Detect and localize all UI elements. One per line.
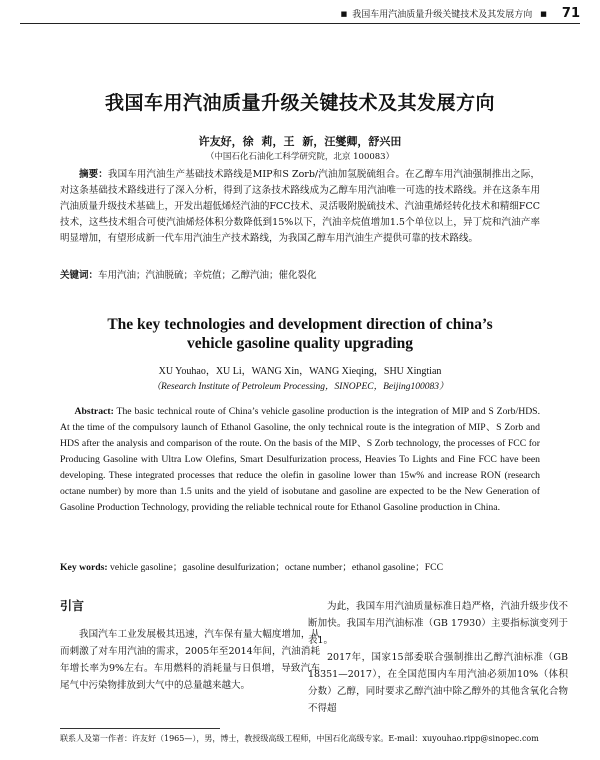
keywords-cn-label: 关键词：	[60, 270, 99, 281]
abstract-cn-text: 我国车用汽油生产基础技术路线是MIP和S Zorb/汽油加氢脱硫组合。在乙醇车用汽油强制推出之际，对这条基础技术路线进行了深入分析，得到了这条技术路线成为乙醇车用汽油唯一可选的技术路线。并在这条车用汽油质量升级技术基础上，开发出超低烯烃汽油的FCC技术、灵活吸附脱硫技术、汽油重烯烃转化技术和精细FCC技术，这些技术组合可使汽油烯烃体积分数降低到15%以下，汽油辛烷值增加1.5个单位以上，异丁烷和汽油产率明显增加，有望形成新一代车用汽油生产技术路线，为我国乙醇车用汽油生产提供可靠的技术路线。	[60, 169, 540, 244]
running-title: 我国车用汽油质量升级关键技术及其发展方向	[352, 10, 533, 20]
keywords-chinese	[60, 268, 540, 284]
title-en-line2: vehicle gasoline quality upgrading	[186, 335, 414, 352]
running-header	[20, 4, 580, 24]
abstract-en-label: Abstract:	[74, 406, 114, 417]
keywords-cn-text: 车用汽油；汽油脱硫；辛烷值；乙醇汽油；催化裂化	[98, 270, 317, 281]
affiliation-chinese: （中国石化石油化工科学研究院，北京 100083）	[205, 152, 395, 162]
footnote-divider	[60, 728, 220, 729]
header-bullet: ■	[340, 9, 348, 18]
footnote-author-contact: 联系人及第一作者：许友好（1965—），男，博士，教授级高级工程师，中国石化高级专家。E-mail：xuyouhao.ripp@sinopec.com	[60, 734, 539, 743]
intro-paragraph-right-2: 2017年，国家15部委联合强制推出乙醇汽油标准（GB 18351—2017），在全国范围内车用汽油必须加10%（体积分数）乙醇，同时要求乙醇汽油中除乙醇外的其他含氧化合物不得超	[308, 652, 568, 714]
title-english	[0, 315, 600, 353]
section-heading-introduction: 引言	[60, 599, 85, 613]
title-en-line1: The key technologies and development direction of china’s	[107, 316, 493, 333]
keywords-english	[60, 560, 540, 576]
body-column-right	[308, 598, 568, 717]
intro-paragraph-left: 我国汽车工业发展极其迅速，汽车保有量大幅度增加，从而刺激了对车用汽油的需求，2005年至2014年间，汽油消耗年增长率为9%左右。车用燃料的消耗量与日俱增，导致汽车尾气中污染物排放到大气中的总量越来越大。	[60, 629, 320, 691]
authors-chinese: 许友好，徐 莉，王 新，汪燮卿，舒兴田	[198, 135, 402, 148]
affiliation-english: （Research Institute of Petroleum Processing，SINOPEC，Beijing100083）	[151, 382, 449, 392]
page-number: 71	[561, 6, 580, 21]
keywords-en-label: Key words:	[60, 562, 108, 573]
body-column-left	[60, 598, 320, 694]
intro-paragraph-right-1: 为此，我国车用汽油质量标准日趋严格，汽油升级步伐不断加快。我国车用汽油标准（GB 17930）主要指标演变列于表1。	[308, 601, 568, 646]
abstract-en-text: The basic technical route of China’s vehicle gasoline production is the integration of MIP and S Zorb/HDS. At the time of the compulsory launch of Ethanol Gasoline, the only technical route is the integration of MIP、S Zorb and HDS after the analysis and comparison of the route. On the basis of the MIP、S Zorb technology, the processes of FCC for Producing Gasoline with Ultra Low Olefins, Smart Desulfurization process, Heavies To Lights and Fine FCC have been developing. These integrated processes that reduce the olefin in gasoline lower than 15w% and increase RON (research octane number) by more than 1.5 units and the yield of isobutane and gasoline are expected to be the New Generation of Gasoline Production Technology, providing the reliable technical route for Ethanol Gasoline production in China.	[60, 406, 540, 513]
abstract-chinese	[60, 167, 540, 247]
keywords-en-text: vehicle gasoline；gasoline desulfurization；octane number；ethanol gasoline；FCC	[110, 562, 444, 573]
title-chinese: 我国车用汽油质量升级关键技术及其发展方向	[104, 92, 495, 114]
abstract-cn-label: 摘要：	[79, 169, 108, 180]
abstract-english	[60, 404, 540, 516]
header-bullet-right: ■	[540, 9, 547, 18]
authors-english: XU Youhao，XU Li，WANG Xin，WANG Xieqing，SHU Xingtian	[158, 366, 442, 377]
